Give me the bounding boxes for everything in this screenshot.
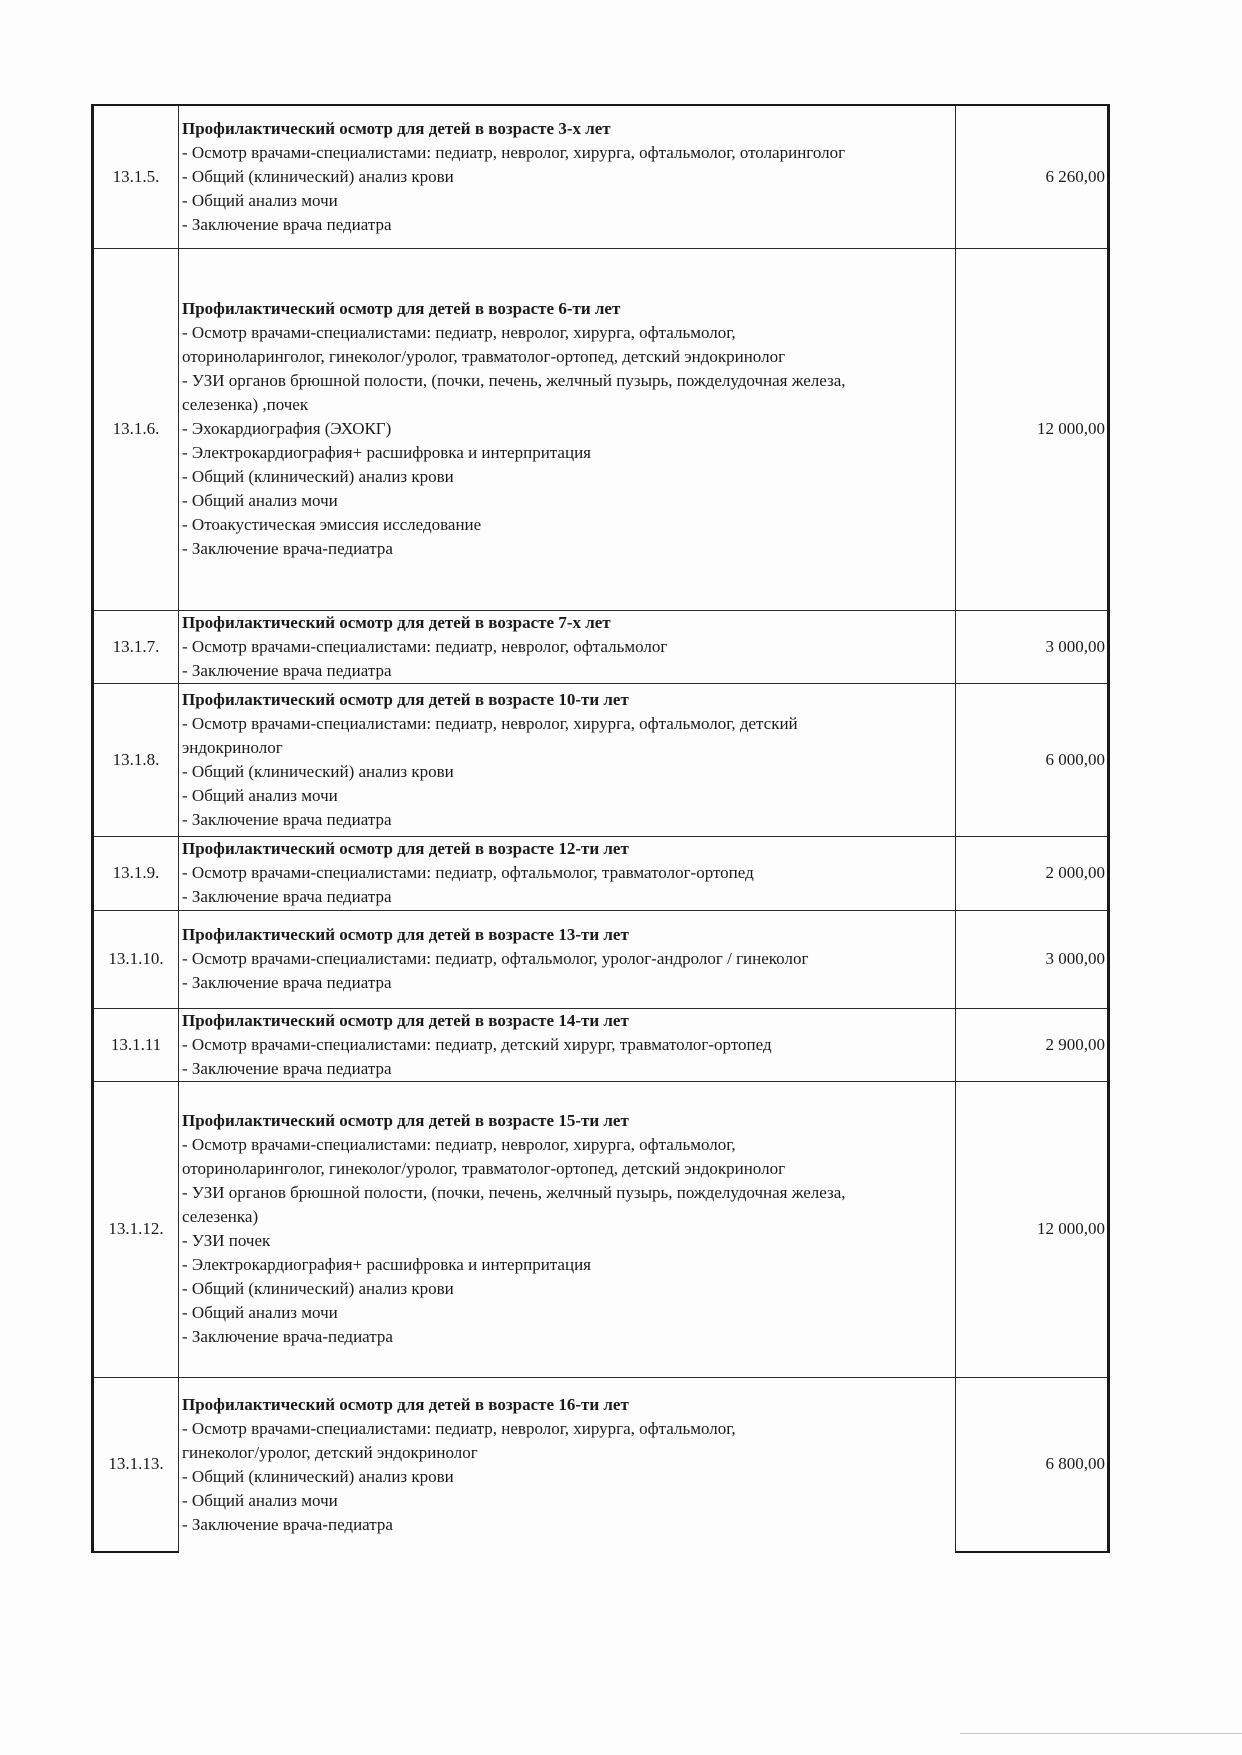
service-description — [179, 610, 956, 683]
service-price: 6 000,00 — [956, 683, 1109, 836]
service-item: - Осмотр врачами-специалистами: педиатр, офтальмолог, травматолог-ортопед — [182, 863, 754, 882]
service-item: - Осмотр врачами-специалистами: педиатр, невролог, хирурга, офтальмолог, — [182, 323, 736, 342]
service-description — [179, 248, 956, 610]
service-item: - Осмотр врачами-специалистами: педиатр, офтальмолог, уролог-андролог / гинеколог — [182, 949, 809, 968]
service-item: - Осмотр врачами-специалистами: педиатр, невролог, офтальмолог — [182, 636, 668, 656]
service-description — [179, 1081, 956, 1377]
scan-artifact-line — [960, 1733, 1242, 1734]
service-item: - Отоакустическая эмиссия исследование — [182, 515, 482, 534]
service-description — [179, 1377, 956, 1552]
table-row — [93, 910, 1109, 1008]
service-price: 12 000,00 — [956, 1081, 1109, 1377]
service-price: 2 000,00 — [956, 836, 1109, 910]
service-item: - Осмотр врачами-специалистами: педиатр, невролог, хирурга, офтальмолог, — [182, 1135, 736, 1154]
service-title: Профилактический осмотр для детей в возрасте 13-ти лет — [182, 925, 629, 944]
service-item: селезенка) — [182, 1207, 259, 1226]
service-price: 3 000,00 — [956, 910, 1109, 1008]
service-description — [179, 836, 956, 910]
service-description — [179, 105, 956, 248]
service-item: - Заключение врача педиатра — [182, 973, 392, 992]
price-list-table — [91, 104, 1110, 1553]
service-title: Профилактический осмотр для детей в возрасте 3-х лет — [182, 118, 611, 138]
service-price: 12 000,00 — [956, 248, 1109, 610]
service-item: - Общий (клинический) анализ крови — [182, 761, 454, 781]
price-list-body — [93, 105, 1109, 1552]
service-title: Профилактический осмотр для детей в возрасте 16-ти лет — [182, 1394, 629, 1414]
service-code: 13.1.11 — [93, 1008, 179, 1081]
service-item: - Общий (клинический) анализ крови — [182, 1466, 454, 1486]
service-item: - Общий анализ мочи — [182, 190, 338, 210]
service-item: оториноларинголог, гинеколог/уролог, травматолог-ортопед, детский эндокринолог — [182, 347, 786, 366]
service-item: - Общий (клинический) анализ крови — [182, 1279, 454, 1298]
service-item: - Осмотр врачами-специалистами: педиатр, детский хирург, травматолог-ортопед — [182, 1034, 772, 1054]
service-item: - УЗИ органов брюшной полости, (почки, печень, желчный пузырь, пожделудочная железа, — [182, 371, 846, 390]
service-item: - Заключение врача-педиатра — [182, 539, 393, 558]
service-item: - Общий анализ мочи — [182, 785, 338, 805]
service-code: 13.1.6. — [93, 248, 179, 610]
service-item: - Общий (клинический) анализ крови — [182, 467, 454, 486]
service-item: - Заключение врача педиатра — [182, 887, 392, 906]
service-price: 2 900,00 — [956, 1008, 1109, 1081]
service-price: 6 800,00 — [956, 1377, 1109, 1552]
service-code: 13.1.12. — [93, 1081, 179, 1377]
service-code: 13.1.9. — [93, 836, 179, 910]
table-row — [93, 1008, 1109, 1081]
table-row — [93, 683, 1109, 836]
table-row — [93, 248, 1109, 610]
service-description — [179, 1008, 956, 1081]
service-description — [179, 910, 956, 1008]
service-item: - Общий анализ мочи — [182, 491, 338, 510]
service-item: - Заключение врача педиатра — [182, 1058, 392, 1078]
service-item: - Осмотр врачами-специалистами: педиатр, невролог, хирурга, офтальмолог, — [182, 1418, 736, 1438]
service-title: Профилактический осмотр для детей в возрасте 10-ти лет — [182, 689, 629, 709]
service-item: - Заключение врача-педиатра — [182, 1514, 393, 1534]
service-item: эндокринолог — [182, 737, 283, 757]
table-row — [93, 610, 1109, 683]
service-item: - Эхокардиография (ЭХОКГ) — [182, 419, 392, 438]
service-item: - Заключение врача педиатра — [182, 660, 392, 680]
service-code: 13.1.5. — [93, 105, 179, 248]
service-item: - Заключение врача-педиатра — [182, 1327, 393, 1346]
service-title: Профилактический осмотр для детей в возрасте 15-ти лет — [182, 1111, 629, 1130]
service-item: оториноларинголог, гинеколог/уролог, травматолог-ортопед, детский эндокринолог — [182, 1159, 786, 1178]
service-description — [179, 683, 956, 836]
service-item: - УЗИ органов брюшной полости, (почки, печень, желчный пузырь, пожделудочная железа, — [182, 1183, 846, 1202]
service-title: Профилактический осмотр для детей в возрасте 14-ти лет — [182, 1010, 629, 1030]
service-item: гинеколог/уролог, детский эндокринолог — [182, 1442, 478, 1462]
service-item: - Заключение врача педиатра — [182, 214, 392, 234]
service-title: Профилактический осмотр для детей в возрасте 12-ти лет — [182, 839, 629, 858]
service-code: 13.1.10. — [93, 910, 179, 1008]
table-row — [93, 1377, 1109, 1552]
table-row — [93, 105, 1109, 248]
service-code: 13.1.8. — [93, 683, 179, 836]
service-item: селезенка) ,почек — [182, 395, 309, 414]
service-item: - Общий анализ мочи — [182, 1303, 338, 1322]
service-item: - Осмотр врачами-специалистами: педиатр, невролог, хирурга, офтальмолог, отоларинголог — [182, 142, 846, 162]
service-title: Профилактический осмотр для детей в возрасте 7-х лет — [182, 612, 611, 632]
service-item: - Общий анализ мочи — [182, 1490, 338, 1510]
service-item: - Общий (клинический) анализ крови — [182, 166, 454, 186]
table-row — [93, 836, 1109, 910]
service-price: 6 260,00 — [956, 105, 1109, 248]
service-code: 13.1.7. — [93, 610, 179, 683]
service-code: 13.1.13. — [93, 1377, 179, 1552]
service-price: 3 000,00 — [956, 610, 1109, 683]
service-item: - Заключение врача педиатра — [182, 809, 392, 829]
table-row — [93, 1081, 1109, 1377]
service-item: - Электрокардиография+ расшифровка и интерпритация — [182, 1255, 591, 1274]
service-item: - Осмотр врачами-специалистами: педиатр, невролог, хирурга, офтальмолог, детский — [182, 713, 798, 733]
service-item: - Электрокардиография+ расшифровка и интерпритация — [182, 443, 591, 462]
service-item: - УЗИ почек — [182, 1231, 271, 1250]
service-title: Профилактический осмотр для детей в возрасте 6-ти лет — [182, 299, 621, 318]
